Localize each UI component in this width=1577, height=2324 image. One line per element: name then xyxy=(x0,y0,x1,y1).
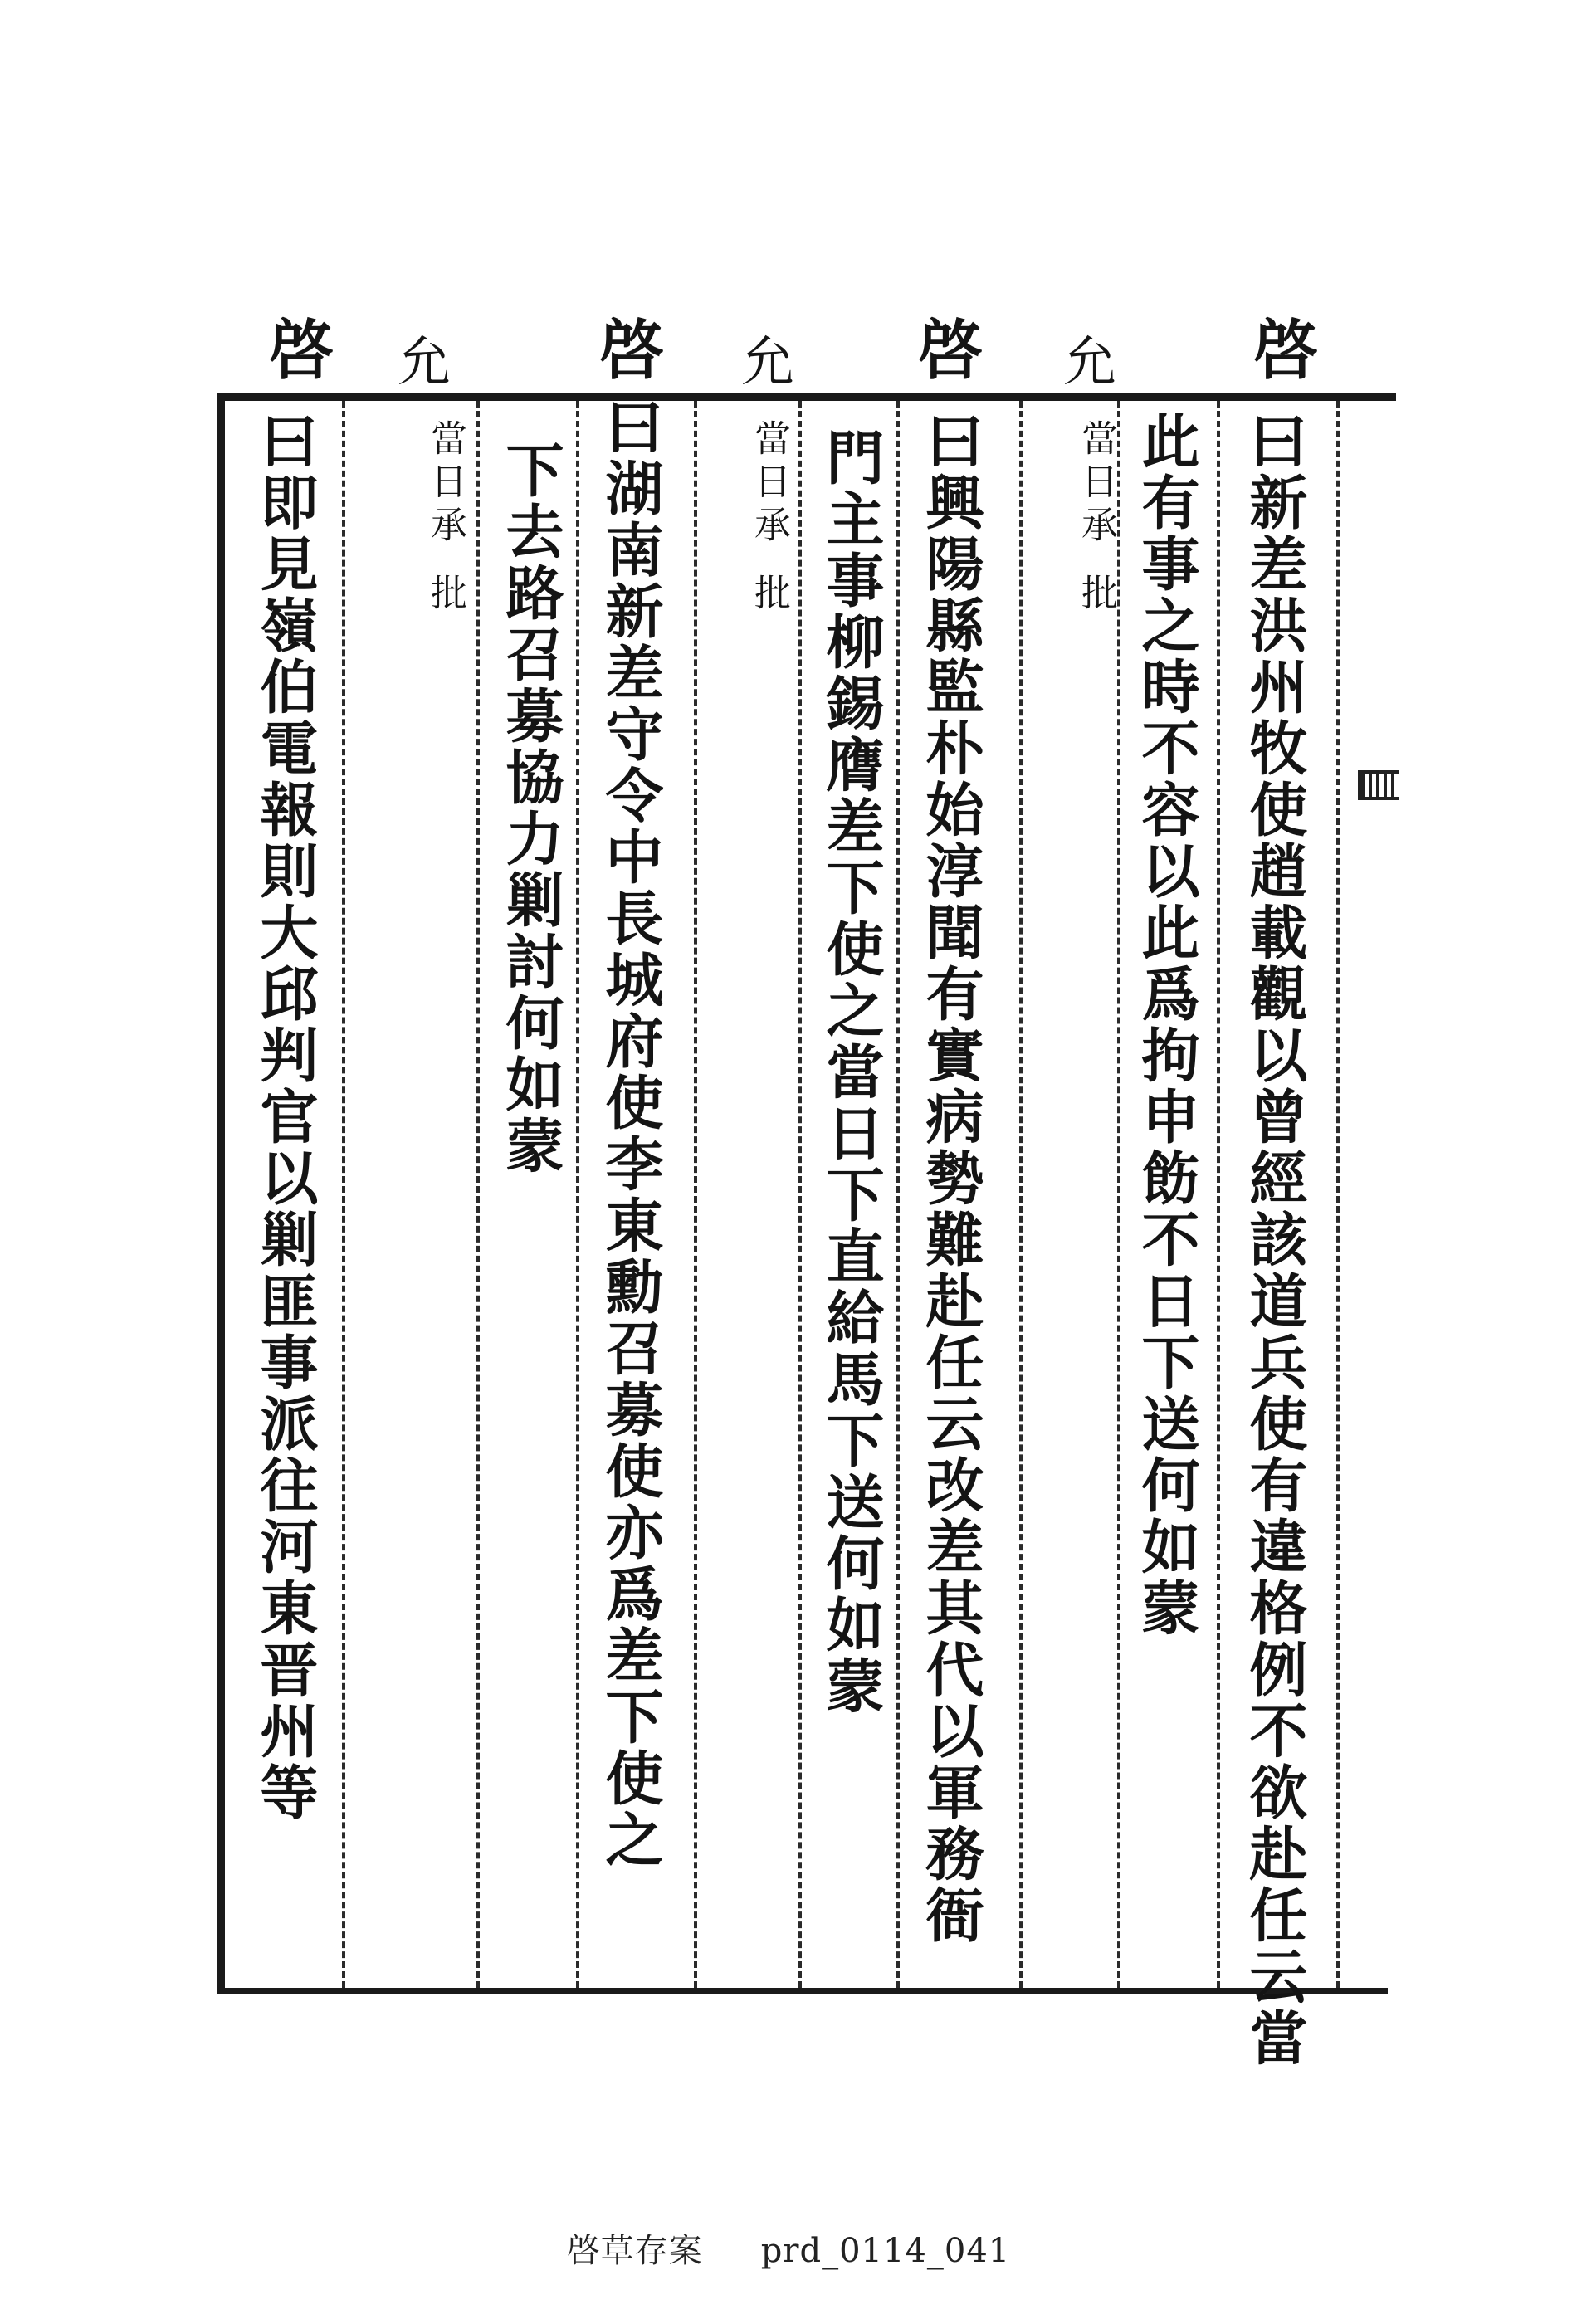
footer-code: prd_0114_041 xyxy=(760,2232,1011,2270)
text-column-7: 曰即見嶺伯電報則大邱判官以剿匪事派往河東晋州等 xyxy=(251,411,320,1824)
text-column-5: 曰湖南新差守令中長城府使李東勳召募使亦爲差下使之 xyxy=(596,397,665,1871)
header-char-1: 啓 xyxy=(1252,313,1318,388)
column-rule xyxy=(576,401,579,1988)
header-char-4: 允 xyxy=(741,332,794,393)
column-rule xyxy=(1019,401,1023,1988)
approval-note-2 xyxy=(748,419,790,617)
column-rule xyxy=(476,401,480,1988)
approval-note-3 xyxy=(424,419,466,617)
frame-bottom-rule xyxy=(217,1988,1388,1994)
approval-mark: 批 xyxy=(1075,574,1117,617)
approval-mark: 批 xyxy=(424,574,466,617)
column-rule xyxy=(342,401,345,1988)
header-char-7: 啓 xyxy=(268,313,334,388)
column-rule xyxy=(1336,401,1340,1988)
text-column-2: 此有事之時不容以此爲拘申飭不日下送何如蒙 xyxy=(1132,411,1201,1639)
frame-left-rule xyxy=(217,393,225,1994)
approval-note-text: 當日承 xyxy=(748,419,790,549)
header-char-3: 啓 xyxy=(917,313,983,388)
footer-caption xyxy=(0,2224,1577,2272)
text-column-3: 曰興陽縣監朴始淳聞有實病勢難赴任云改差其代以軍務衙 xyxy=(916,411,985,1946)
column-rule xyxy=(1217,401,1220,1988)
text-column-4: 門主事柳錫膺差下使之當日下直給馬下送何如蒙 xyxy=(817,427,886,1717)
text-column-1: 曰新差洪州牧使趙載觀以曾經該道兵使有違格例不欲赴任云當 xyxy=(1240,411,1309,2069)
column-rule xyxy=(896,401,900,1988)
column-rule xyxy=(1117,401,1120,1988)
header-char-2: 允 xyxy=(1063,332,1116,393)
header-char-6: 允 xyxy=(398,332,451,393)
column-rule xyxy=(798,401,802,1988)
approval-note-text: 當日承 xyxy=(424,419,466,549)
footer-title: 啓草存案 xyxy=(566,2232,703,2270)
approval-mark: 批 xyxy=(748,574,790,617)
frame-top-rule xyxy=(217,393,1396,401)
column-rule xyxy=(694,401,697,1988)
text-column-6: 下去路召募協力剿討何如蒙 xyxy=(496,440,565,1177)
approval-note-1 xyxy=(1075,419,1117,617)
header-char-5: 啓 xyxy=(598,313,664,388)
tab-mark xyxy=(1358,770,1399,800)
approval-note-text: 當日承 xyxy=(1075,419,1117,549)
